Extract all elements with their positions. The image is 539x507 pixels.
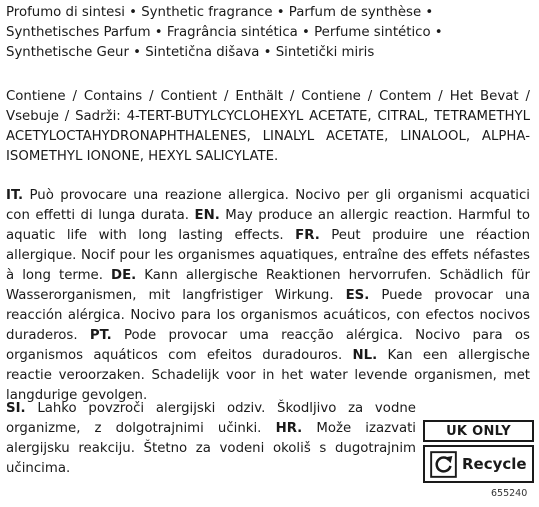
warning-fr: Peut produire une réaction allergique. Nocif pour les organismes aquatiques, entraîne des effets néfastes à long terme.: [6, 228, 530, 283]
lang-code-hr: HR.: [275, 421, 303, 436]
warning-si: Lahko povzroči alergijski odziv. Škodljivo za vodne organizme, z dolgotrajnimi učinki.: [6, 401, 416, 436]
lang-code-es: ES.: [345, 288, 370, 303]
synthetic-fragrance-text: Profumo di sintesi • Synthetic fragrance • Parfum de synthèse • Synthetisches Parfum • Fragrância sintética • Perfume sintético • Synthetische Geur • Sintetična dišava • Sintetički miris: [6, 5, 443, 60]
contains-section: [6, 87, 530, 167]
product-code: 655240: [491, 488, 528, 499]
lang-code-en: EN.: [194, 208, 220, 223]
lang-code-si: SI.: [6, 401, 26, 416]
uk-only-label: UK ONLY: [446, 423, 511, 439]
warning-pt: Pode provocar uma reacção alérgica. Nocivo para os organismos aquáticos com efeitos duradouros.: [6, 328, 530, 363]
recycle-badge: [423, 445, 534, 483]
uk-only-badge: [423, 420, 534, 442]
recycle-arrow-icon: [430, 451, 457, 478]
recycle-label: Recycle: [462, 455, 527, 473]
warning-nl: Kan een allergische reactie veroorzaken. Schadelijk voor in het water levende organismen, met langdurige gevolgen.: [6, 348, 530, 403]
lang-code-pt: PT.: [89, 328, 112, 343]
warnings-tail-section: [6, 399, 416, 479]
lang-code-it: IT.: [6, 188, 24, 203]
warnings-section: [6, 186, 530, 406]
contains-label: Contiene / Contains / Contient / Enthält / Contiene / Contem / Het Bevat / Vsebuje / Sadrži:: [6, 89, 530, 124]
warning-it: Può provocare una reazione allergica. Nocivo per gli organismi acquatici con effetti di lunga durata.: [6, 188, 531, 223]
fragrance-line: [6, 3, 530, 63]
ingredients-list: 4-TERT-BUTYLCYCLOHEXYL ACETATE, CITRAL, TETRAMETHYL ACETYLOCTAHYDRONAPHTHALENES, LINALYL ACETATE, LINALOOL, ALPHA-ISOMETHYL IONONE, HEXYL SALICYLATE.: [6, 109, 531, 164]
warning-de: Kann allergische Reaktionen hervorrufen. Schädlich für Wasserorganismen, mit langfristiger Wirkung.: [6, 268, 530, 303]
warning-en: May produce an allergic reaction. Harmful to aquatic life with long lasting effects.: [6, 208, 530, 243]
warning-es: Puede provocar una reacción alérgica. Nocivo para los organismos acuáticos, con efectos nocivos duraderos.: [6, 288, 530, 343]
lang-code-fr: FR.: [295, 228, 320, 243]
warning-hr: Može izazvati alergijsku reakciju. Štetno za vodeni okoliš s dugotrajnim učincima.: [6, 421, 417, 476]
lang-code-de: DE.: [111, 268, 137, 283]
lang-code-nl: NL.: [352, 348, 378, 363]
